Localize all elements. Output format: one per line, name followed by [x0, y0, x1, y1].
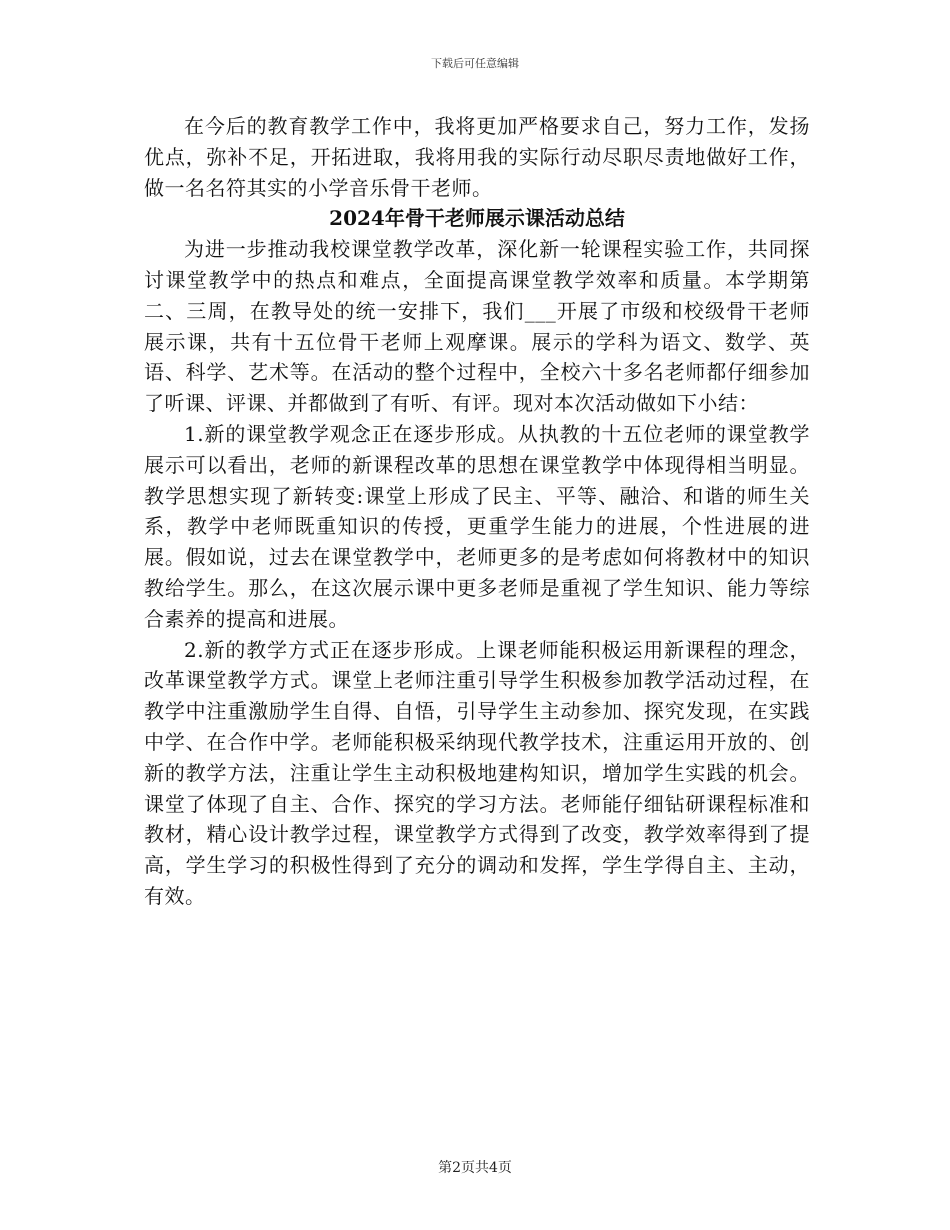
body-paragraph-2: 1.新的课堂教学观念正在逐步形成。从执教的十五位老师的课堂教学展示可以看出，老师的新课程改革的思想在课堂教学中体现得相当明显。教学思想实现了新转变:课堂上形成了民主、平等、融洽、和谐的师生关系，教学中老师既重知识的传授，更重学生能力的进展，个性进展的进展。假如说，过去在课堂教学中，老师更多的是考虑如何将教材中的知识教给学生。那么，在这次展示课中更多老师是重视了学生知识、能力等综合素养的提高和进展。	[144, 421, 810, 631]
page-number-footer: 第2页共4页	[438, 1160, 512, 1176]
body-paragraph-1: 为进一步推动我校课堂教学改革，深化新一轮课程实验工作，共同探讨课堂教学中的热点和难点，全面提高课堂教学效率和质量。本学期第二、三周，在教导处的统一安排下，我们___开展了市级和校级骨干老师展示课，共有十五位骨干老师上观摩课。展示的学科为语文、数学、英语、科学、艺术等。在活动的整个过程中，全校六十多名老师都仔细参加了听课、评课、并都做到了有听、有评。现对本次活动做如下小结：	[144, 237, 810, 416]
body-paragraph-3: 2.新的教学方式正在逐步形成。上课老师能积极运用新课程的理念，改革课堂教学方式。课堂上老师注重引导学生积极参加教学活动过程，在教学中注重激励学生自得、自悟，引导学生主动参加、探究发现，在实践中学、在合作中学。老师能积极采纳现代教学技术，注重运用开放的、创新的教学方法，注重让学生主动积极地建构知识，增加学生实践的机会。课堂了体现了自主、合作、探究的学习方法。老师能仔细钻研课程标准和教材，精心设计教学过程，课堂教学方式得到了改变，教学效率得到了提高，学生学习的积极性得到了充分的调动和发挥，学生学得自主、主动，有效。	[144, 637, 810, 908]
document-body	[144, 111, 810, 912]
document-title: 2024年骨干老师展示课活动总结	[329, 206, 625, 231]
intro-paragraph: 在今后的教育教学工作中，我将更加严格要求自己，努力工作，发扬优点，弥补不足，开拓进取，我将用我的实际行动尽职尽责地做好工作，做一名名符其实的小学音乐骨干老师。	[144, 114, 810, 200]
page-header-note: 下载后可任意编辑	[431, 57, 519, 70]
